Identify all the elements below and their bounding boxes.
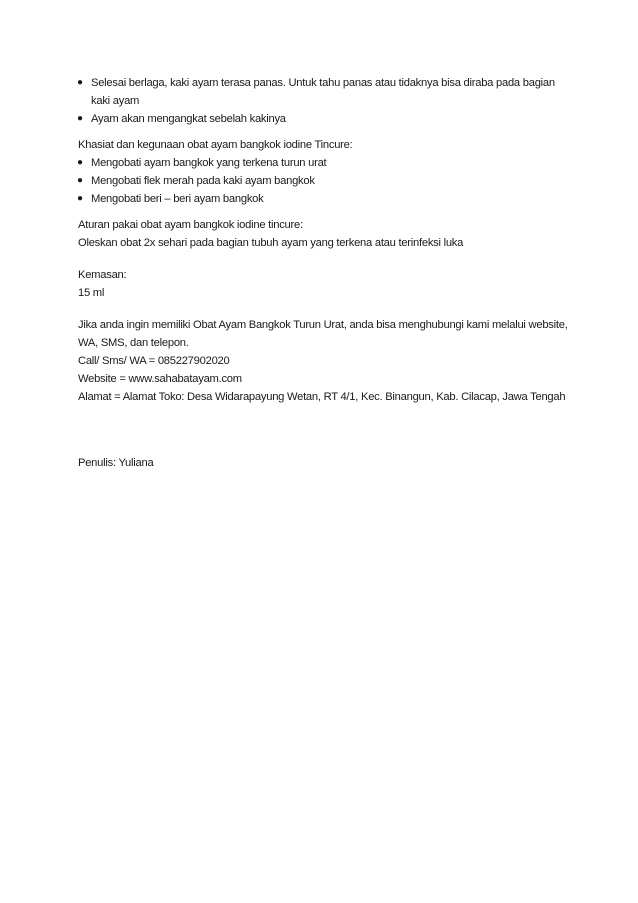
packaging-heading: Kemasan: <box>78 269 127 281</box>
list-item <box>78 110 568 128</box>
list-item-text: Selesai berlaga, kaki ayam terasa panas. Untuk tahu panas atau tidaknya bisa diraba pada bagian kaki ayam <box>91 77 555 107</box>
benefits-bullet-list <box>78 154 568 208</box>
bullet-icon: ● <box>77 193 83 204</box>
list-item <box>78 172 568 190</box>
usage-heading: Aturan pakai obat ayam bangkok iodine tincure: <box>78 219 303 231</box>
list-item <box>78 154 568 172</box>
bullet-icon: ● <box>77 175 83 186</box>
contact-address: Alamat = Alamat Toko: Desa Widarapayung Wetan, RT 4/1, Kec. Binangun, Kab. Cilacap, Jawa Tengah <box>78 391 566 403</box>
bullet-icon: ● <box>77 77 83 88</box>
benefits-heading: Khasiat dan kegunaan obat ayam bangkok iodine Tincure: <box>78 139 353 151</box>
bullet-icon: ● <box>77 113 83 124</box>
contact-intro: Jika anda ingin memiliki Obat Ayam Bangkok Turun Urat, anda bisa menghubungi kami melalui website, WA, SMS, dan telepon. <box>78 319 568 349</box>
list-item-text: Mengobati ayam bangkok yang terkena turun urat <box>91 157 327 169</box>
packaging-value: 15 ml <box>78 287 105 299</box>
contact-phone: Call/ Sms/ WA = 085227902020 <box>78 355 230 367</box>
list-item-text: Mengobati flek merah pada kaki ayam bangkok <box>91 175 315 187</box>
bullet-icon: ● <box>77 157 83 168</box>
contact-website: Website = www.sahabatayam.com <box>78 373 242 385</box>
list-item-text: Mengobati beri – beri ayam bangkok <box>91 193 264 205</box>
author-line: Penulis: Yuliana <box>78 457 154 469</box>
list-item <box>78 74 568 110</box>
list-item <box>78 190 568 208</box>
intro-bullet-list <box>78 74 568 128</box>
document-body <box>78 74 568 472</box>
list-item-text: Ayam akan mengangkat sebelah kakinya <box>91 113 286 125</box>
usage-text: Oleskan obat 2x sehari pada bagian tubuh ayam yang terkena atau terinfeksi luka <box>78 237 464 249</box>
